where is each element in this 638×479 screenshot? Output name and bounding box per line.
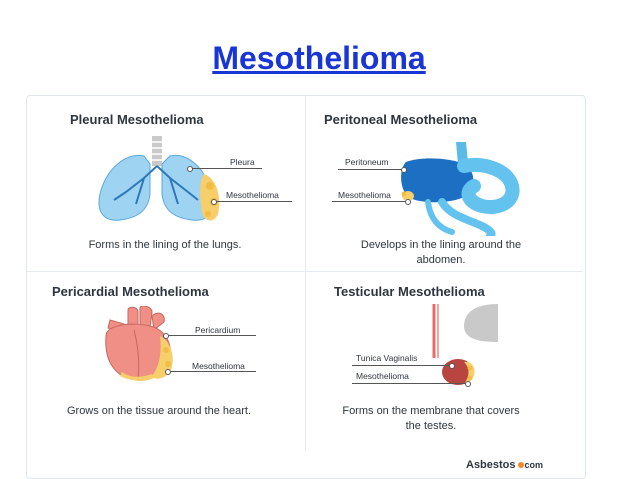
label-pleural-mesothelioma: Mesothelioma [226,190,279,200]
heart-illustration [94,306,184,386]
panel-title-testicular: Testicular Mesothelioma [334,284,485,299]
panel-title-pleural: Pleural Mesothelioma [70,112,204,127]
label-peritoneum: Peritoneum [345,157,389,167]
pericardium-pointer [163,333,169,339]
slide-title: Mesothelioma [212,40,426,76]
pleural-tumor-leader-line [216,201,292,202]
panel-title-pericardial: Pericardial Mesothelioma [52,284,209,299]
peritoneum-leader-line [338,169,402,170]
testes-illustration [420,302,500,388]
tunica-vaginalis-pointer [449,363,455,369]
caption-peritoneal-line-2: abdomen. [416,254,466,266]
abdomen-illustration [372,140,532,236]
caption-peritoneal-line-1: Develops in the lining around the [360,239,522,251]
pericardial-tumor-pointer [165,369,171,375]
lungs-illustration [86,134,236,234]
testicular-tumor-pointer [465,381,471,387]
label-tunica-vaginalis: Tunica Vaginalis [356,353,418,363]
tunica-vaginalis-leader-line [352,365,450,366]
pleura-pointer [187,166,193,172]
brand-name: Asbestos [466,459,516,471]
panel-title-peritoneal: Peritoneal Mesothelioma [324,112,478,127]
horizontal-divider [27,271,583,272]
peritoneal-tumor-leader-line [332,201,406,202]
pericardial-tumor-leader-line [170,371,256,372]
asbestos-logo [466,459,543,471]
label-pericardial-mesothelioma: Mesothelioma [192,361,245,371]
peritoneal-tumor-pointer [405,199,411,205]
label-pericardium: Pericardium [195,325,241,335]
pleura-leader-line [192,168,262,169]
testicular-tumor-leader-line [352,383,466,384]
pleural-tumor-pointer [211,199,217,205]
brand-suffix: com [524,460,544,470]
caption-testicular-line-2: the testes. [405,420,457,432]
label-testicular-mesothelioma: Mesothelioma [356,371,409,381]
label-pleura: Pleura [230,157,255,167]
caption-pleural: Forms in the lining of the lungs. [88,239,242,251]
caption-peritoneal [316,238,566,268]
brand-dot-icon [518,462,524,468]
label-peritoneal-mesothelioma: Mesothelioma [338,190,391,200]
caption-pericardial: Grows on the tissue around the heart. [66,405,252,417]
caption-testicular [306,404,556,434]
pericardium-leader-line [168,335,256,336]
peritoneum-pointer [401,167,407,173]
caption-testicular-line-1: Forms on the membrane that covers [342,405,520,417]
vertical-divider [305,96,306,451]
